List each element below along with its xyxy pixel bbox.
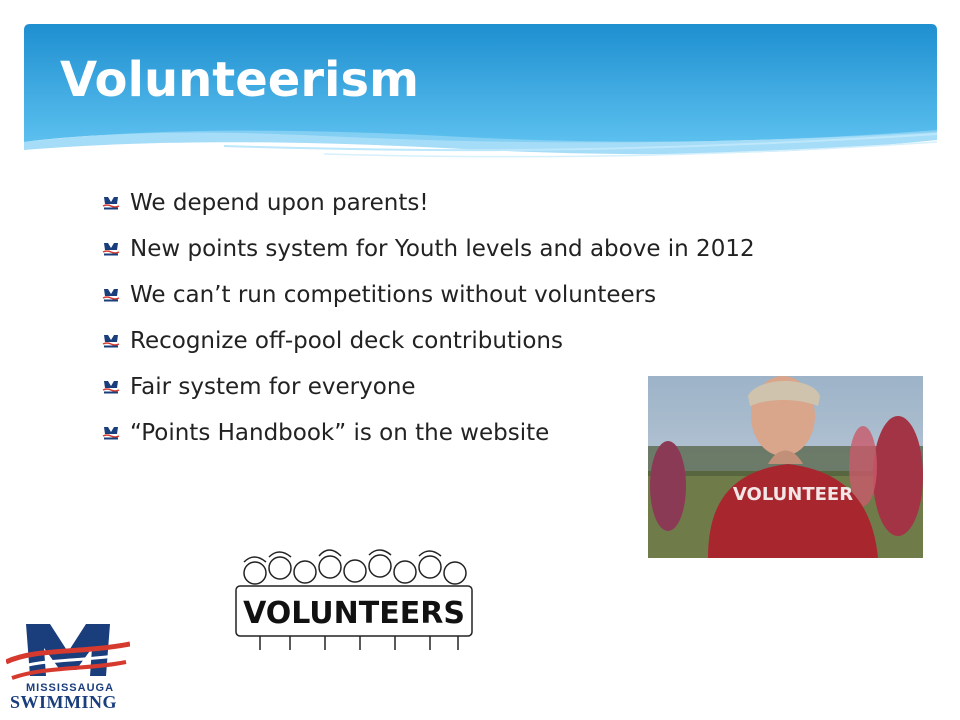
slide-title: Volunteerism [60, 52, 420, 108]
swimming-logo-bullet-icon [102, 333, 120, 348]
bullet-item [102, 180, 755, 226]
bullet-text: Recognize off-pool deck contributions [130, 328, 563, 354]
swimming-logo-bullet-icon [102, 287, 120, 302]
swimming-logo-bullet-icon [102, 195, 120, 210]
bullet-text: We depend upon parents! [130, 190, 429, 216]
photo-shirt-text: VOLUNTEER [732, 484, 854, 505]
bullet-item [102, 318, 755, 364]
bullet-text: “Points Handbook” is on the website [130, 420, 550, 446]
bullet-text: We can’t run competitions without volunteers [130, 282, 657, 308]
volunteer-photo [648, 376, 923, 558]
volunteers-cartoon [230, 548, 475, 652]
bullet-text: New points system for Youth levels and above in 2012 [130, 236, 755, 262]
bullet-item [102, 272, 755, 318]
bullet-text: Fair system for everyone [130, 374, 416, 400]
logo-line-mississauga: MISSISSAUGA [26, 682, 115, 694]
swimming-logo-bullet-icon [102, 379, 120, 394]
bullet-item [102, 226, 755, 272]
logo-line-swimming: SWIMMING [10, 692, 117, 712]
swimming-logo-bullet-icon [102, 241, 120, 256]
swimming-logo-bullet-icon [102, 425, 120, 440]
cartoon-sign-text: VOLUNTEERS [243, 596, 465, 631]
